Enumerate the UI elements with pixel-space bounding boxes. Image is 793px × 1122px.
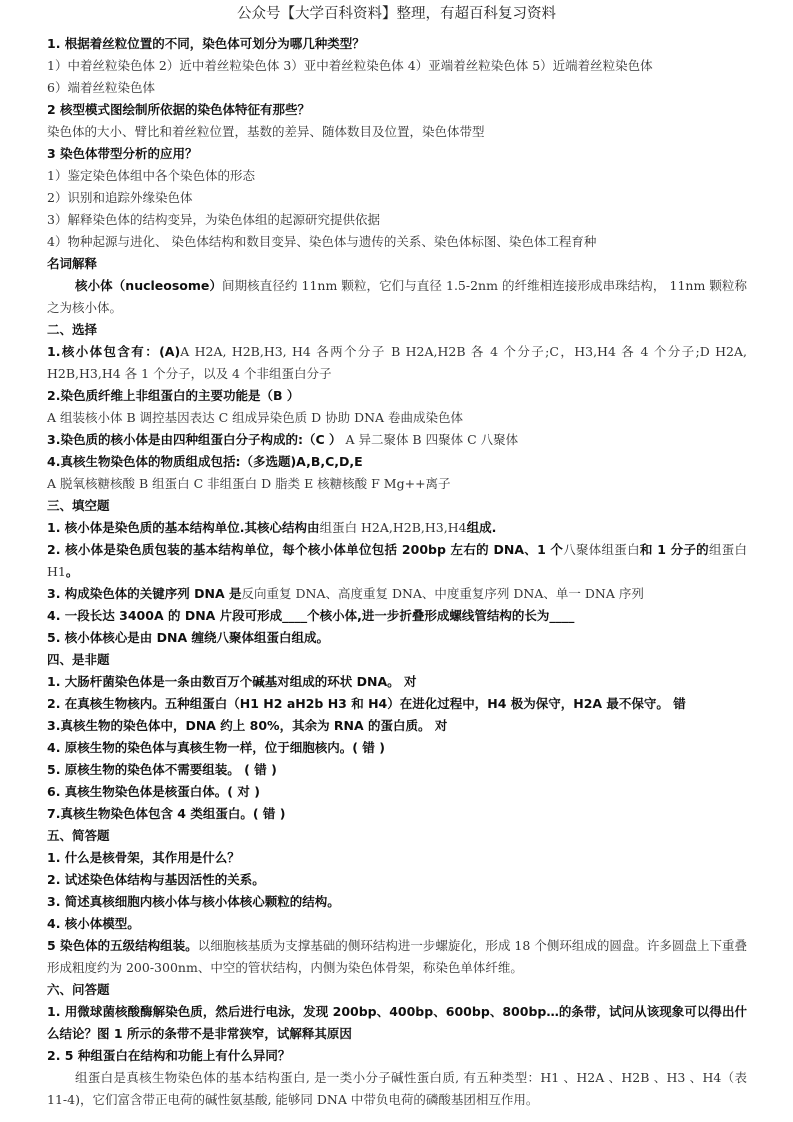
bold-text: 2 核型模式图绘制所依据的染色体特征有那些？ <box>47 102 311 117</box>
plain-text: A H2A, H2B,H3, H4 各两个分子 B H2A,H2B 各 4 个分子;C，H3,H4 各 4 个分子;D H2A, H2B,H3,H4 各 1 个分子，以及 4 个非组蛋白分子 <box>47 344 747 381</box>
bold-text: 1. 什么是核骨架，其作用是什么？ <box>47 850 240 865</box>
bold-text: 和 1 分子的 <box>639 542 709 557</box>
bold-text: 5. 核小体核心是由 DNA 缠绕八聚体组蛋白组成。 <box>47 630 330 645</box>
text-line <box>47 1001 747 1045</box>
text-line <box>47 781 747 803</box>
bold-text: 4. 一段长达 3400A 的 DNA 片段可形成____个核小体,进一步折叠形成螺线管结构的长为____ <box>47 608 575 623</box>
bold-text: 六、问答题 <box>47 982 110 997</box>
bold-text: 2. 试述染色体结构与基因活性的关系。 <box>47 872 265 887</box>
text-line <box>47 715 747 737</box>
text-line <box>47 979 747 1001</box>
bold-text: 五、简答题 <box>47 828 110 843</box>
plain-text: 组蛋白 H1 <box>47 542 747 579</box>
text-line <box>47 671 747 693</box>
text-line <box>47 1045 747 1067</box>
bold-text: 1. 核小体是染色质的基本结构单位.其核心结构由 <box>47 520 320 535</box>
bold-text: 5. 原核生物的染色体不需要组装。 ( 错 ) <box>47 762 277 777</box>
plain-text: 1）鉴定染色体组中各个染色体的形态 <box>47 168 255 183</box>
bold-text: 2. 核小体是染色质包装的基本结构单位，每个核小体单位包括 200bp 左右的 DNA、1 个 <box>47 542 564 557</box>
text-line <box>47 209 747 231</box>
plain-text: A 组装核小体 B 调控基因表达 C 组成异染色质 D 协助 DNA 卷曲成染色体 <box>47 410 464 425</box>
text-line <box>47 627 747 649</box>
text-line <box>47 913 747 935</box>
text-line <box>47 275 747 319</box>
bold-text: 6. 真核生物染色体是核蛋白体。( 对 ) <box>47 784 260 799</box>
plain-text: 染色体的大小、臂比和着丝粒位置，基数的差异、随体数目及位置，染色体带型 <box>47 124 485 139</box>
bold-text: 三、填空题 <box>47 498 110 513</box>
plain-text: A 脱氧核糖核酸 B 组蛋白 C 非组蛋白 D 脂类 E 核糖核酸 F Mg++离子 <box>47 476 451 491</box>
text-line <box>47 473 747 495</box>
text-line <box>47 99 747 121</box>
bold-text: 四、是非题 <box>47 652 110 667</box>
bold-text: 组成. <box>466 520 497 535</box>
text-line <box>47 385 747 407</box>
text-line <box>47 1067 747 1111</box>
page-header: 公众号【大学百科资料】整理，有超百科复习资料 <box>237 6 556 22</box>
plain-text: 反向重复 DNA、高度重复 DNA、中度重复序列 DNA、单一 DNA 序列 <box>241 586 644 601</box>
plain-text: 6）端着丝粒染色体 <box>47 80 155 95</box>
text-line <box>47 759 747 781</box>
text-line <box>47 649 747 671</box>
text-line <box>47 121 747 143</box>
text-line <box>47 77 747 99</box>
plain-text: A 异二聚体 B 四聚体 C 八聚体 <box>341 432 519 447</box>
plain-text: 组蛋白是真核生物染色体的基本结构蛋白, 是一类小分子碱性蛋白质, 有五种类型：H1 、H2A 、H2B 、H3 、H4（表 11-4)，它们富含带正电荷的碱性氨基酸, 能够同 DNA 中带负电荷的磷酸基团相互作用。 <box>47 1070 747 1107</box>
text-line <box>47 407 747 429</box>
text-line <box>47 693 747 715</box>
plain-text: 2）识别和追踪外缘染色体 <box>47 190 193 205</box>
plain-text: 4）物种起源与进化、 染色体结构和数目变异、染色体与遗传的关系、染色体标图、染色体工程育种 <box>47 234 597 249</box>
bold-text: 1. 大肠杆菌染色体是一条由数百万个碱基对组成的环状 DNA。 对 <box>47 674 417 689</box>
text-line <box>47 803 747 825</box>
bold-text: 1.核小体包含有：(A) <box>47 344 181 359</box>
text-line <box>47 165 747 187</box>
plain-text: 间期核直径约 11nm 颗粒，它们与直径 1.5-2nm 的纤维相连接形成串珠结构， 11nm 颗粒称之为核小体。 <box>47 278 747 315</box>
text-line <box>47 253 747 275</box>
plain-text: 3）解释染色体的结构变异，为染色体组的起源研究提供依据 <box>47 212 380 227</box>
bold-text: 2. 5 种组蛋白在结构和功能上有什么异同？ <box>47 1048 291 1063</box>
bold-text: 3 染色体带型分析的应用？ <box>47 146 198 161</box>
text-line <box>47 451 747 473</box>
plain-text: 1）中着丝粒染色体 2）近中着丝粒染色体 3）亚中着丝粒染色体 4）亚端着丝粒染色体 5）近端着丝粒染色体 <box>47 58 653 73</box>
bold-text: 1. 用微球菌核酸酶解染色质，然后进行电泳，发现 200bp、400bp、600bp、800bp…的条带，试问从该现象可以得出什么结论？图 1 所示的条带不是非常狭窄，试解释其原因 <box>47 1004 747 1041</box>
text-line <box>47 737 747 759</box>
bold-text: 5 染色体的五级结构组装。 <box>47 938 198 953</box>
bold-text: 4. 核小体模型。 <box>47 916 140 931</box>
bold-text: 3. 构成染色体的关键序列 DNA 是 <box>47 586 242 601</box>
text-line <box>47 55 747 77</box>
text-line <box>47 319 747 341</box>
text-line <box>47 429 747 451</box>
text-line <box>47 891 747 913</box>
text-line <box>47 847 747 869</box>
bold-text: 2.染色质纤维上非组蛋白的主要功能是（B ） <box>47 388 300 403</box>
text-line <box>47 495 747 517</box>
bold-text: 二、选择 <box>47 322 98 337</box>
text-line <box>47 517 747 539</box>
bold-text: 4.真核生物染色体的物质组成包括:（多选题)A,B,C,D,E <box>47 454 363 469</box>
bold-text: 2. 在真核生物核内。五种组蛋白（H1 H2 aH2b H3 和 H4）在进化过程中，H4 极为保守，H2A 最不保守。 错 <box>47 696 686 711</box>
text-line <box>47 33 747 55</box>
text-line <box>47 143 747 165</box>
text-line <box>47 539 747 583</box>
text-line <box>47 187 747 209</box>
text-line <box>47 231 747 253</box>
text-line <box>47 935 747 979</box>
bold-text: 核小体（nucleosome） <box>75 278 223 293</box>
bold-text: 7.真核生物染色体包含 4 类组蛋白。( 错 ) <box>47 806 286 821</box>
plain-text: 组蛋白 H2A,H2B,H3,H4 <box>319 520 467 535</box>
plain-text: 八聚体组蛋白 <box>563 542 640 557</box>
text-line <box>47 869 747 891</box>
bold-text: 3. 简述真核细胞内核小体与核小体核心颗粒的结构。 <box>47 894 340 909</box>
bold-text: 。 <box>65 564 79 579</box>
text-line <box>47 341 747 385</box>
bold-text: 4. 原核生物的染色体与真核生物一样，位于细胞核内。( 错 ) <box>47 740 385 755</box>
document-body <box>47 33 747 1111</box>
bold-text: 3.染色质的核小体是由四种组蛋白分子构成的:（C ） <box>47 432 342 447</box>
text-line <box>47 825 747 847</box>
text-line <box>47 583 747 605</box>
text-line <box>47 605 747 627</box>
bold-text: 1. 根据着丝粒位置的不同，染色体可划分为哪几种类型？ <box>47 36 365 51</box>
bold-text: 名词解释 <box>47 256 98 271</box>
bold-text: 3.真核生物的染色体中，DNA 约上 80%，其余为 RNA 的蛋白质。 对 <box>47 718 448 733</box>
plain-text: 以细胞核基质为支撑基础的侧环结构进一步螺旋化，形成 18 个侧环组成的圆盘。许多圆盘上下重叠形成粗度约为 200-300nm、中空的管状结构，内侧为染色体骨架，称染色单体纤维。 <box>47 938 747 975</box>
